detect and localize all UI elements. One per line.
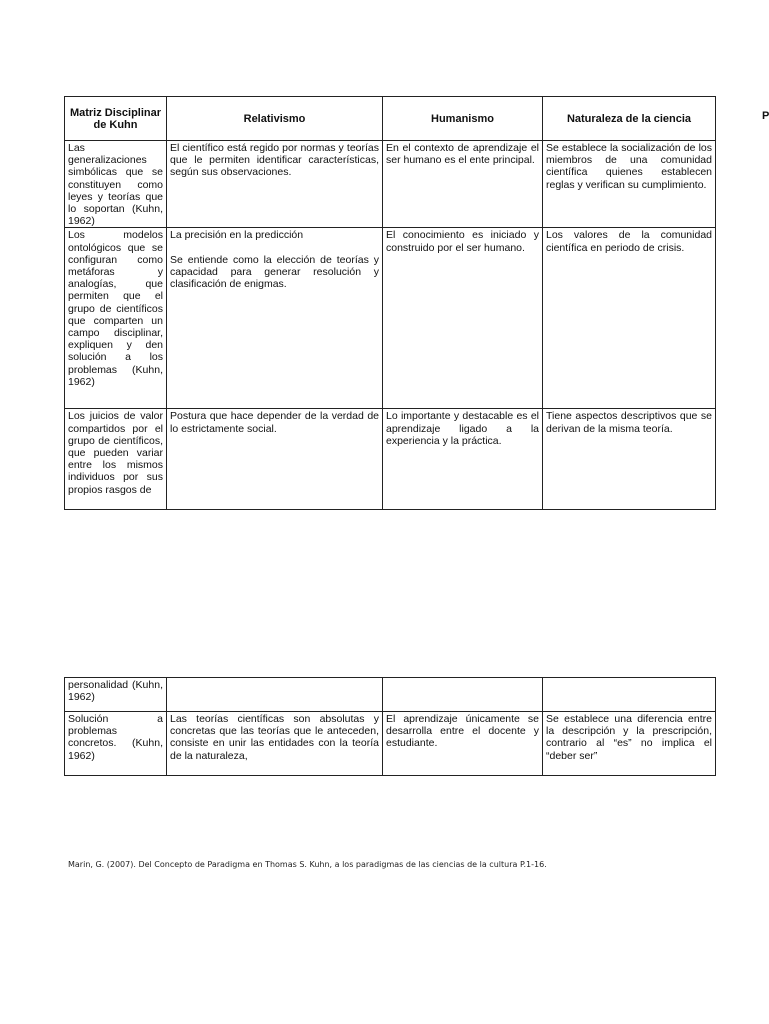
- table-cell: [167, 678, 383, 712]
- table-cell: La precisión en la predicción Se entiende como la elección de teorías y capacidad para generar resolución y clasificación de enigmas.: [167, 228, 383, 409]
- header-naturaleza: Naturaleza de la ciencia: [543, 97, 716, 141]
- table-cell: El aprendizaje únicamente se desarrolla entre el docente y estudiante.: [383, 712, 543, 776]
- table-header-row: [65, 97, 716, 141]
- clipped-page-mark: P: [762, 110, 769, 122]
- table-row: [65, 712, 716, 776]
- table-cell: Los modelos ontológicos que se configuran como metáforas y analogías, que permiten que el grupo de científicos que comparten un campo disciplinar, expliquen y den solución a los problemas (Kuhn, 1962): [65, 228, 167, 409]
- header-humanismo: Humanismo: [383, 97, 543, 141]
- table-row: [65, 678, 716, 712]
- table-cell: Lo importante y destacable es el aprendizaje ligado a la experiencia y la práctica.: [383, 409, 543, 510]
- header-matriz: Matriz Disciplinar de Kuhn: [65, 97, 167, 141]
- table-cell: Se establece la socialización de los miembros de una comunidad científica quienes establecen reglas y verifican su cumplimiento.: [543, 141, 716, 228]
- table-cell: Solución a problemas concretos. (Kuhn, 1962): [65, 712, 167, 776]
- table-cell: El conocimiento es iniciado y construido por el ser humano.: [383, 228, 543, 409]
- citation-text: Marin, G. (2007). Del Concepto de Paradigma en Thomas S. Kuhn, a los paradigmas de las ciencias de la cultura P.1-16.: [68, 860, 547, 869]
- table-cell: personalidad (Kuhn, 1962): [65, 678, 167, 712]
- table-cell: Se establece una diferencia entre la descripción y la prescripción, contrario al “es” no implica el “deber ser”: [543, 712, 716, 776]
- table-row: [65, 409, 716, 510]
- kuhn-matrix-table-continued: [64, 677, 716, 776]
- table-cell: Postura que hace depender de la verdad de lo estrictamente social.: [167, 409, 383, 510]
- table-cell: [383, 678, 543, 712]
- table-row: [65, 228, 716, 409]
- header-relativismo: Relativismo: [167, 97, 383, 141]
- table-cell: El científico está regido por normas y teorías que le permiten identificar características, según sus observaciones.: [167, 141, 383, 228]
- table-cell: [543, 678, 716, 712]
- table-cell: Los valores de la comunidad científica en periodo de crisis.: [543, 228, 716, 409]
- table-cell: En el contexto de aprendizaje el ser humano es el ente principal.: [383, 141, 543, 228]
- table-cell: Las generalizaciones simbólicas que se constituyen como leyes y teorías que lo soportan (Kuhn, 1962): [65, 141, 167, 228]
- table-cell: Los juicios de valor compartidos por el grupo de científicos, que pueden variar entre los mismos individuos por sus propios rasgos de: [65, 409, 167, 510]
- table-row: [65, 141, 716, 228]
- kuhn-matrix-table: [64, 96, 716, 510]
- table-cell: Tiene aspectos descriptivos que se derivan de la misma teoría.: [543, 409, 716, 510]
- table-cell: Las teorías científicas son absolutas y concretas que las teorías que le anteceden, consiste en unir las entidades con la teoría de la naturaleza,: [167, 712, 383, 776]
